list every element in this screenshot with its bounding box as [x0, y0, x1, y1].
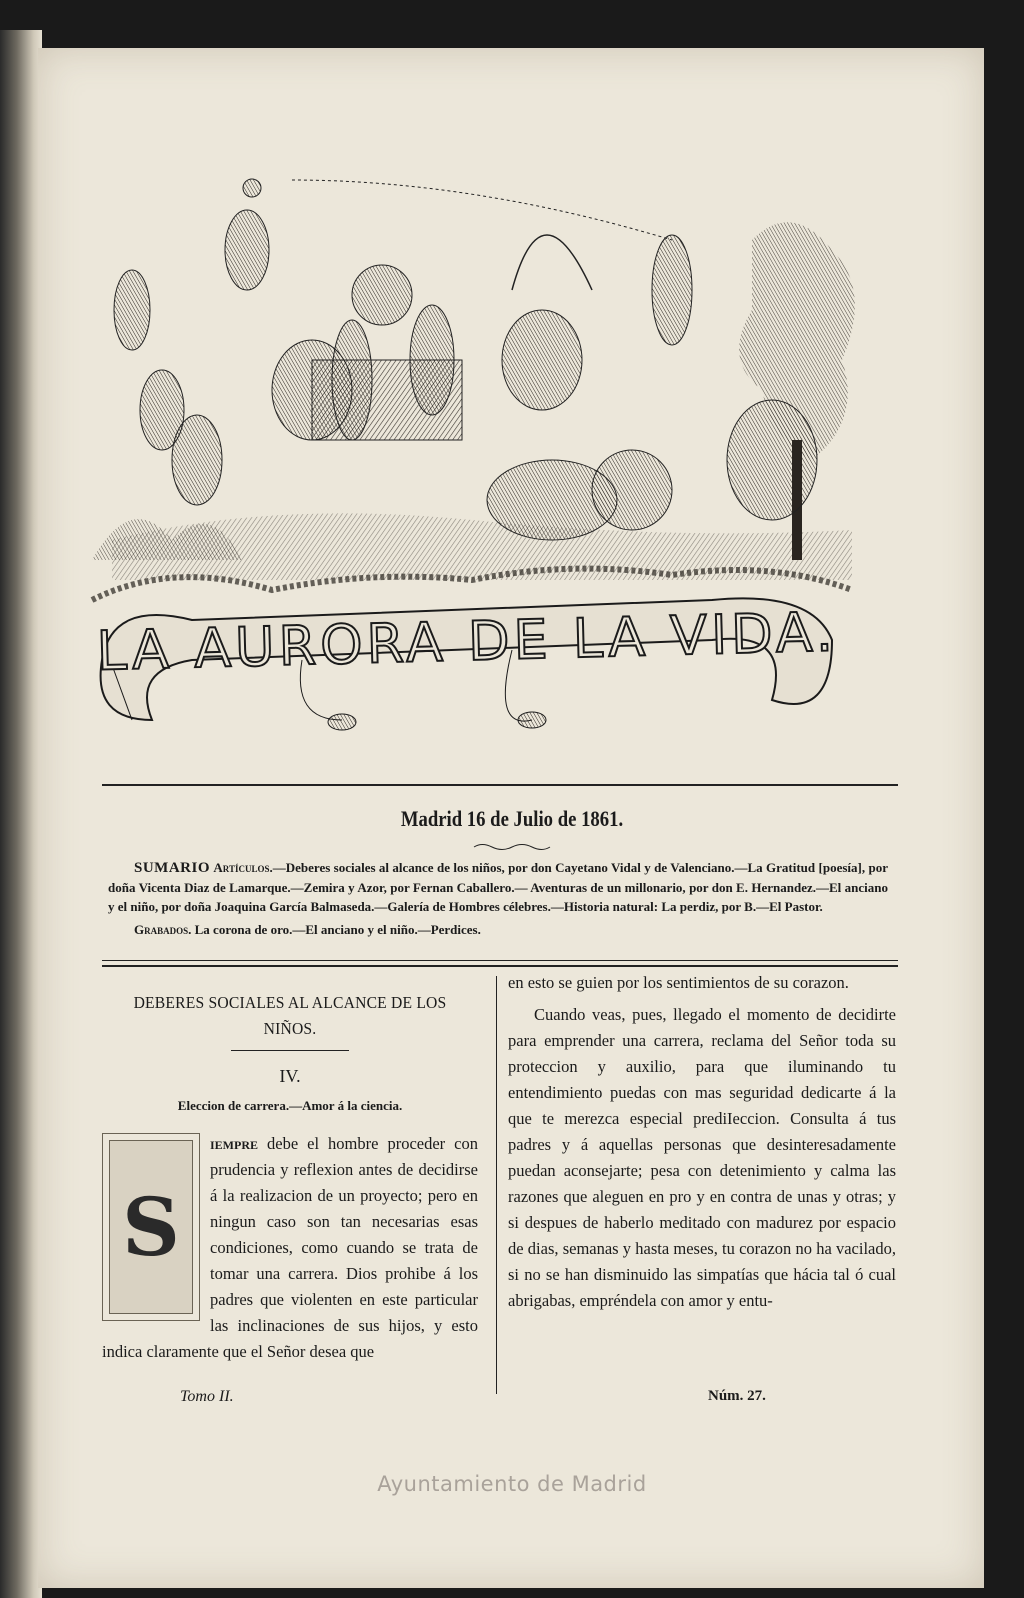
first-word: iempre: [210, 1134, 258, 1153]
date-ornament: [472, 842, 552, 852]
watermark: Ayuntamiento de Madrid: [377, 1472, 647, 1496]
sumario: [108, 858, 888, 939]
left-paragraph: debe el hombre proceder con prudencia y reflexion antes de decidirse á la realizacion de un proyecto; pero en ningun caso son tan necesarias esas condiciones, como cuando se trata de tomar una carrera. Dios prohibe á los padres que violenten en este particular las inclinaciones de sus hijos, y esto indica claramente que el Señor desea que: [102, 1134, 478, 1361]
title-rule: [231, 1050, 349, 1051]
articulos-text: —Deberes sociales al alcance de los niños, por don Cayetano Vidal y de Valenciano.—La Gratitud [poesía], por doña Vicenta Diaz de Lamarque.—Zemira y Azor, por Fernan Caballero.— Aventuras de un millonario, por don E. Hernandez.—El anciano y el niño, por doña Joaquina García Balmaseda.—Galería de Hombres célebres.—Historia natural: La perdiz, por B.—El Pastor.: [108, 860, 888, 914]
masthead-engraving: [72, 160, 872, 760]
left-column: [102, 990, 478, 1365]
articulos-label: Artículos.: [213, 860, 273, 875]
grabados-label: Grabados.: [134, 922, 192, 937]
article-body-left: [102, 1131, 478, 1365]
date-line: Madrid 16 de Julio de 1861.: [400, 806, 624, 831]
right-paragraph-2: Cuando veas, pues, llegado el momento de decidirte para emprender una carrera, reclama del Señor toda su proteccion y auxilio, para que iluminando tu entendimiento puedas con mas seguridad dedicarte á la que te merezca especial prediIeccion. Consulta á tus padres y á aquellas personas que desinteresadamente puedan aconsejarte; pesa con detenimiento y calma las razones que aleguen en pro y en contra de unas y otras; y si despues de haberlo meditado con madurez por espacio de dias, semanas y hasta meses, tu corazon no ha vacilado, si no se han disminuido las simpatías que hácia tal ó cual abrigabas, empréndela con amor y entu-: [508, 1005, 896, 1310]
grabados-text: La corona de oro.—El anciano y el niño.—Perdices.: [194, 922, 481, 937]
column-divider: [496, 976, 497, 1394]
article-title: DEBERES SOCIALES AL ALCANCE DE LOS NIÑOS.: [133, 993, 447, 1038]
book-spine: [0, 30, 42, 1598]
right-column: [508, 970, 896, 1314]
footer-tomo: Tomo II.: [180, 1388, 234, 1405]
right-paragraph-1: en esto se guien por los sentimientos de su corazon.: [508, 973, 849, 992]
header-rule: [102, 784, 898, 786]
ornamental-dropcap: S: [102, 1133, 200, 1321]
footer-numero: Núm. 27.: [708, 1388, 766, 1404]
sumario-rule-top: [102, 960, 898, 961]
sumario-rule-bottom: [102, 965, 898, 967]
article-subtitle: Eleccion de carrera.—Amor á la ciencia.: [177, 1098, 403, 1113]
masthead-illustration: [72, 160, 872, 760]
article-part: IV.: [279, 1066, 301, 1086]
sumario-label: SUMARIO: [134, 860, 211, 876]
masthead-title: LA AURORA DE LA VIDA.: [95, 600, 838, 683]
